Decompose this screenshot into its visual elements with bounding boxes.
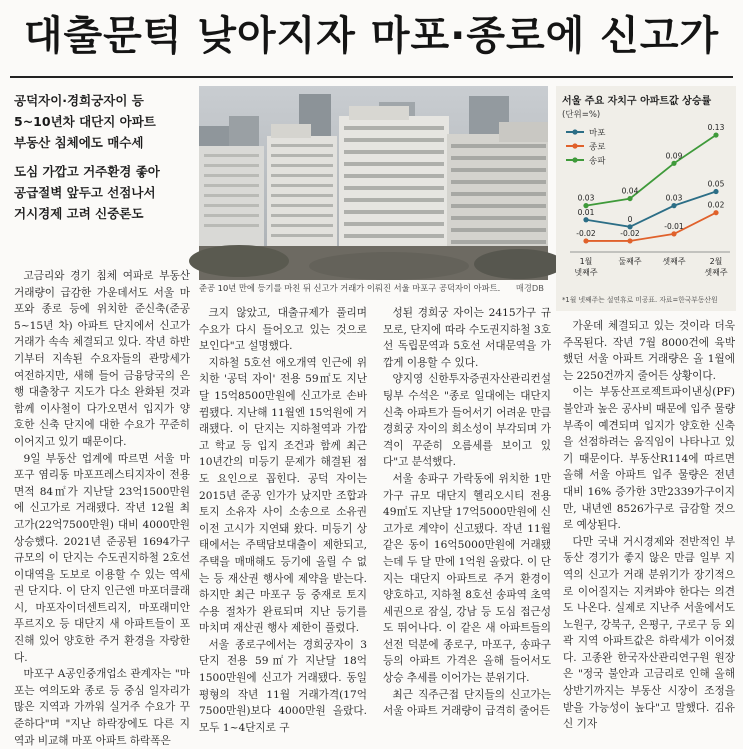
paragraph: 지하철 5호선 애오개역 인근에 위치한 '공덕 자이' 전용 59㎡도 지난달 15억8500만원에 신고가로 손바뀜됐다. 지난해 11월엔 15억원에 거래됐다. 이 단지는 지하철역과 가깝고 학교 등 입지 조건과 함께 최근 10년간의 미등기 문제가 해결된 점도 요인으로 꼽힌다. 공덕 자이는 2015년 준공 인가가 났지만 조합과 토지 소유자 사이 소송으로 소유권 이전 고시가 지연돼 왔다. 미등기 상태에서는 주택담보대출이 제한되고, 주택을 매매해도 등기에 올릴 수 없는 등 재산권 행사에 제약을 받는다. 하지만 최근 마포구 등 중재로 토지 수용 절차가 완료되며 지난 등기를 마치며 재산권 행사 제한이 풀렸다. [199,356,367,635]
paragraph: 최근 직주근접 단지들의 신고가는 서울 아파트 거래량이 급격히 줄어든 [383,688,551,718]
photo-caption-text: 준공 10년 만에 등기를 마친 뒤 신고가 거래가 이뤄진 서울 마포구 공덕자이 아파트. [199,283,501,293]
paragraph: 양지영 신한투자증권자산관리컨설팅부 수석은 "종로 일대에는 대단지 신축 아파트가 들어서기 어려운 만큼 경희궁 자이의 희소성이 부각되며 가격이 꾸준히 오름세를 보이고 있다"고 분석했다. [383,373,551,469]
paragraph: 크지 않았고, 대출규제가 풀리며 수요가 다시 들어오고 있는 것으로 보인다"고 설명했다. [199,307,367,353]
apartment-photo [199,86,548,280]
data-label: 0.04 [621,186,639,196]
data-label: 0.13 [707,123,725,133]
subhead-line: 도심 가깝고 거주환경 좋아 [14,164,160,179]
data-label: -0.02 [576,228,596,238]
headline-rule [10,76,733,78]
data-label: 0.02 [707,200,725,210]
data-point [671,203,676,208]
data-label: -0.01 [664,221,684,231]
data-point [583,238,588,243]
paragraph: 가운데 체결되고 있는 것이라 더욱 주목된다. 작년 7월 8000건에 육박했던 서울 아파트 거래량은 올 1월에는 2250건까지 줄어든 상황이다. [563,320,735,382]
headline: 대출문턱 낮아지자 마포·종로에 신고가 [23,13,720,59]
data-point [671,231,676,236]
line-chart [556,86,736,311]
data-point [583,217,588,222]
data-label: 0.03 [577,193,595,203]
paragraph: 다만 국내 거시경제와 전반적인 부동산 경기가 좋지 않은 만큼 일부 지역의 신고가 거래 분위기가 장기적으로 이어질지는 지켜봐야 한다는 의견도 나온다. 실제로 지난주 서울에서도 노원구, 강북구, 은평구, 구로구 등 외곽 지역 아파트값은 하락세가 이어졌다. 고종완 한국자산관리연구원 원장은 "정국 불안과 고금리로 인해 올해 상반기까지는 부동산 시장이 조정을 받을 가능성이 높다"고 말했다. 김유신 기자 [563,535,735,731]
paragraph: 이는 부동산프로젝트파이낸싱(PF) 불안과 높은 공사비 때문에 입주 물량 부족이 예견되며 입지가 양호한 신축을 선점하려는 움직임이 나타나고 있기 때문이다. 부동산R114에 따르면 올해 서울 아파트 입주 물량은 전년 대비 16% 증가한 3만2339가구이지만, 내년엔 8526가구로 급감할 것으로 예상된다. [563,386,735,532]
subhead-line: 거시경제 고려 신중론도 [14,206,144,221]
data-label: 0 [627,214,633,224]
data-point [627,238,632,243]
photo-credit: 매경DB [515,283,544,293]
chart-note: *1월 넷째주는 설연휴로 미공표. 자료=한국부동산원 [562,296,718,304]
x-tick-label: 셋째주 [662,257,686,266]
subhead-line: 공덕자이·경희궁자이 등 [14,93,144,108]
article-column-2 [199,305,367,736]
x-tick-label: 1월 [579,257,593,266]
x-tick-label: 넷째주 [574,268,598,277]
x-tick-label: 둘째주 [618,257,642,266]
paragraph: 고금리와 경기 침체 여파로 부동산 거래량이 급감한 가운데서도 서울 마포와 종로 등에 위치한 준신축(준공 5~15년 차) 아파트 단지에서 신고가 거래가 속속 체결되고 있다. 작년 하반기부터 지속된 수요자들의 관망세가 여전하지만, 새해 들어 금융당국의 은행 대출창구 지도가 다소 완화된 것과 함께 이사철이 다가오면서 입지가 양호한 신축 단지에 대한 수요가 꾸준히 이어지고 있기 때문이다. [14,270,190,448]
paragraph: 서울 종로구에서는 경희궁자이 3단지 전용 59㎡가 지난달 18억1500만원에 신고가 거래됐다. 동일 평형의 작년 11월 거래가격(17억7500만원)보다 4000만원 올랐다. 모두 1~4단지로 구 [199,638,367,734]
series-line [586,192,716,227]
data-label: 0.03 [665,193,683,203]
legend-label: 송파 [589,156,606,167]
subhead-line: 5~10년차 대단지 아파트 [14,114,156,129]
data-label: 0.01 [577,207,595,217]
subheads [14,90,186,224]
paragraph: 9일 부동산 업계에 따르면 서울 마포구 염리동 마포프레스티지자이 전용면적 84㎡가 지난달 23억1500만원에 신고가로 거래됐다. 작년 12월 최고가(22억7500만원) 대비 4000만원 상승했다. 2021년 준공된 1694가구 규모의 이 단지는 수도권지하철 2호선 이대역을 도보로 이용할 수 있는 역세권 단지다. 이 단지 인근엔 마포더클래시, 마포자이더센트리지, 마포래미안푸르지오 등 대단지 새 아파트들이 포진해 있어 양호한 주거 환경을 자랑한다. [14,452,190,664]
data-point [671,161,676,166]
subhead-line: 부동산 침체에도 매수세 [14,135,144,150]
data-label: -0.02 [620,228,640,238]
photo-caption [199,281,548,295]
article-column-1 [14,268,190,749]
legend-label: 마포 [589,128,606,139]
data-label: 0.05 [707,179,725,189]
article-column-3 [383,305,551,720]
x-tick-label: 셋째주 [704,268,728,277]
data-point [583,203,588,208]
data-point [627,196,632,201]
legend-marker [572,143,577,148]
data-label: 0.09 [665,151,683,161]
chart-unit: (단위=%) [562,110,601,120]
data-point [713,189,718,194]
legend-marker [572,129,577,134]
paragraph: 서울 송파구 가락동에 위치한 1만가구 규모 대단지 헬리오시티 전용 49㎡도 지난달 17억5000만원에 신고가로 계약이 신고됐다. 작년 11월 같은 동이 16억5000만원에 거래됐는데 두 달 만에 1억원 올랐다. 이 단지는 대단지 아파트로 주거 환경이 양호하고, 지하철 8호선 송파역 초역세권으로 잠실, 강남 등 도심 접근성도 뛰어나다. 이 같은 새 아파트들의 선전 덕분에 종로구, 마포구, 송파구 등의 아파트 가격은 올해 들어서도 상승 추세를 이어가는 분위기다. [383,472,551,685]
subhead-line: 공급절벽 앞두고 선점나서 [14,185,156,200]
legend-label: 종로 [589,142,606,153]
paragraph: 성된 경희궁 자이는 2415가구 규모로, 단지에 따라 수도권지하철 3호선 독립문역과 5호선 서대문역을 가깝게 이용할 수 있다. [383,307,551,369]
data-point [713,210,718,215]
chart-title: 서울 주요 자치구 아파트값 상승률 [562,96,712,107]
data-point [713,132,718,137]
legend-marker [572,157,577,162]
paragraph: 마포구 A공인중개업소 관계자는 "마포는 여의도와 종로 등 중심 일자리가 많은 지역과 가까워 실거주 수요가 꾸준하다"며 "지난 하락장에도 다른 지역과 비교해 마포 아파트 하락폭은 [14,668,190,747]
series-line [586,135,716,206]
article-column-4 [563,318,735,733]
x-tick-label: 2월 [709,257,723,266]
